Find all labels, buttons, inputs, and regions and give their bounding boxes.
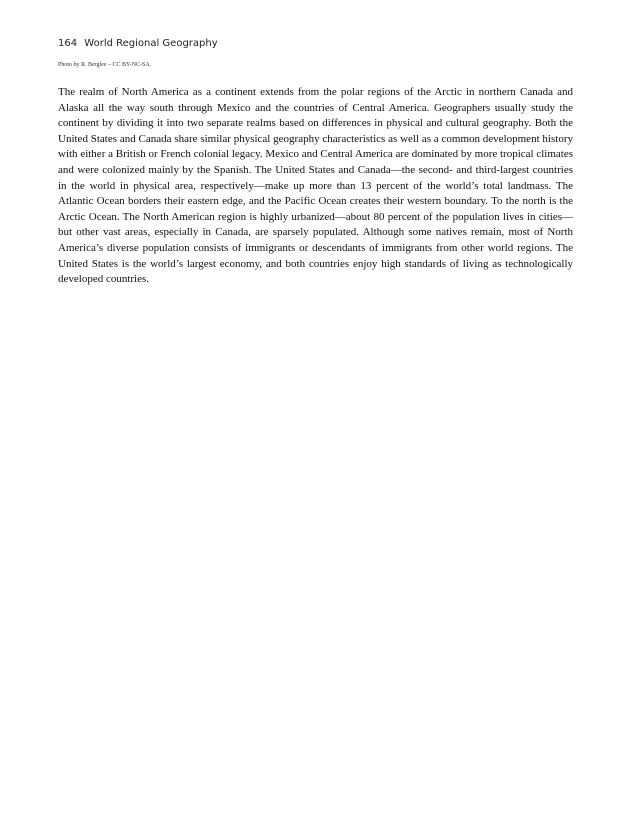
body-paragraph: The realm of North America as a continent extends from the polar regions of the Arctic in northern Canada and Alaska all the way south through Mexico and the countries of Central America. Geographers usually study the continent by dividing it into two separate realms based on differences in physical and cultural geography. Both the United States and Canada share similar physical geography characteristics as well as a common development history with either a British or French colonial legacy. Mexico and Central America are dominated by more tropical climates and were colonized mainly by the Spanish. The United States and Canada—the second- and third-largest countries in the world in physical area, respectively—make up more than 13 percent of the world’s total landmass. The Atlantic Ocean borders their eastern edge, and the Pacific Ocean creates their western boundary. To the north is the Arctic Ocean. The North American region is highly urbanized—about 80 percent of the population lives in cities—but other vast areas, especially in Canada, are sparsely populated. Although some natives remain, most of North America’s diverse population consists of immigrants or descendants of immigrants from other world regions. The United States is the world’s largest economy, and both countries enjoy high standards of living as technologically developed countries.: [58, 86, 573, 286]
running-header: [58, 38, 218, 49]
photo-credit: Photo by R. Berglee – CC BY-NC-SA.: [58, 62, 152, 68]
page-number: 164: [58, 38, 78, 49]
book-title: World Regional Geography: [84, 38, 218, 49]
